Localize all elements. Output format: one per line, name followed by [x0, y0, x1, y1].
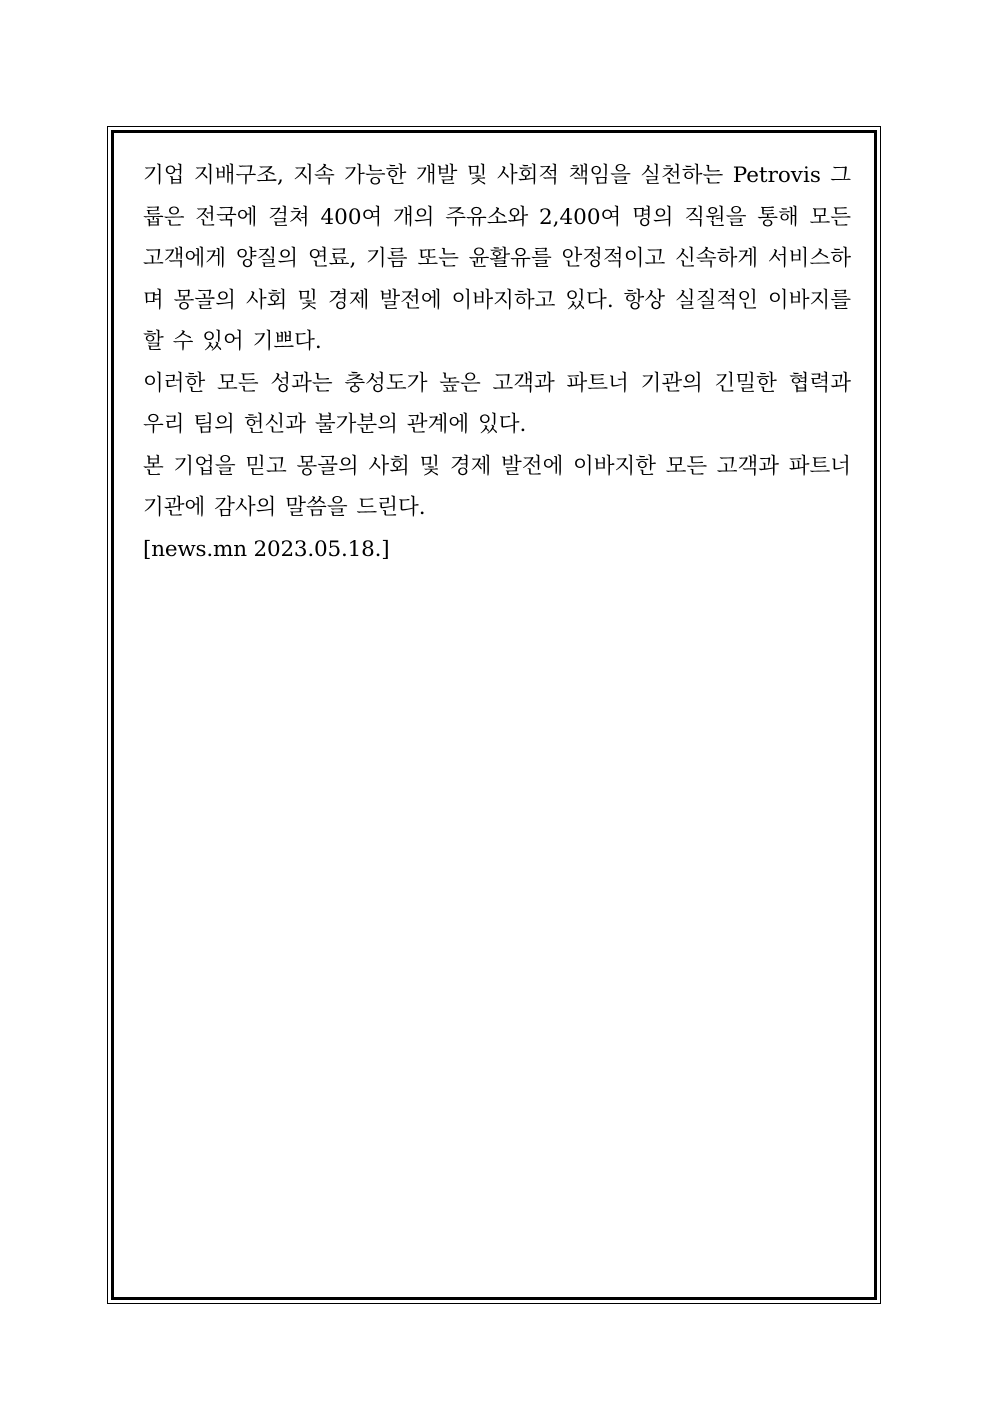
document-body — [143, 155, 851, 570]
paragraph-3: 본 기업을 믿고 몽골의 사회 및 경제 발전에 이바지한 모든 고객과 파트너 기관에 감사의 말씀을 드린다. — [143, 453, 851, 520]
paragraph-1: 기업 지배구조, 지속 가능한 개발 및 사회적 책임을 실천하는 Petrovis 그룹은 전국에 걸쳐 400여 개의 주유소와 2,400여 명의 직원을 통해 모든 고객에게 양질의 연료, 기름 또는 윤활유를 안정적이고 신속하게 서비스하며 몽골의 사회 및 경제 발전에 이바지하고 있다. 항상 실질적인 이바지를 할 수 있어 기쁘다. — [143, 163, 851, 354]
source-citation: [news.mn 2023.05.18.] — [143, 536, 390, 562]
paragraph-2: 이러한 모든 성과는 충성도가 높은 고객과 파트너 기관의 긴밀한 협력과 우리 팀의 헌신과 불가분의 관계에 있다. — [143, 370, 851, 437]
